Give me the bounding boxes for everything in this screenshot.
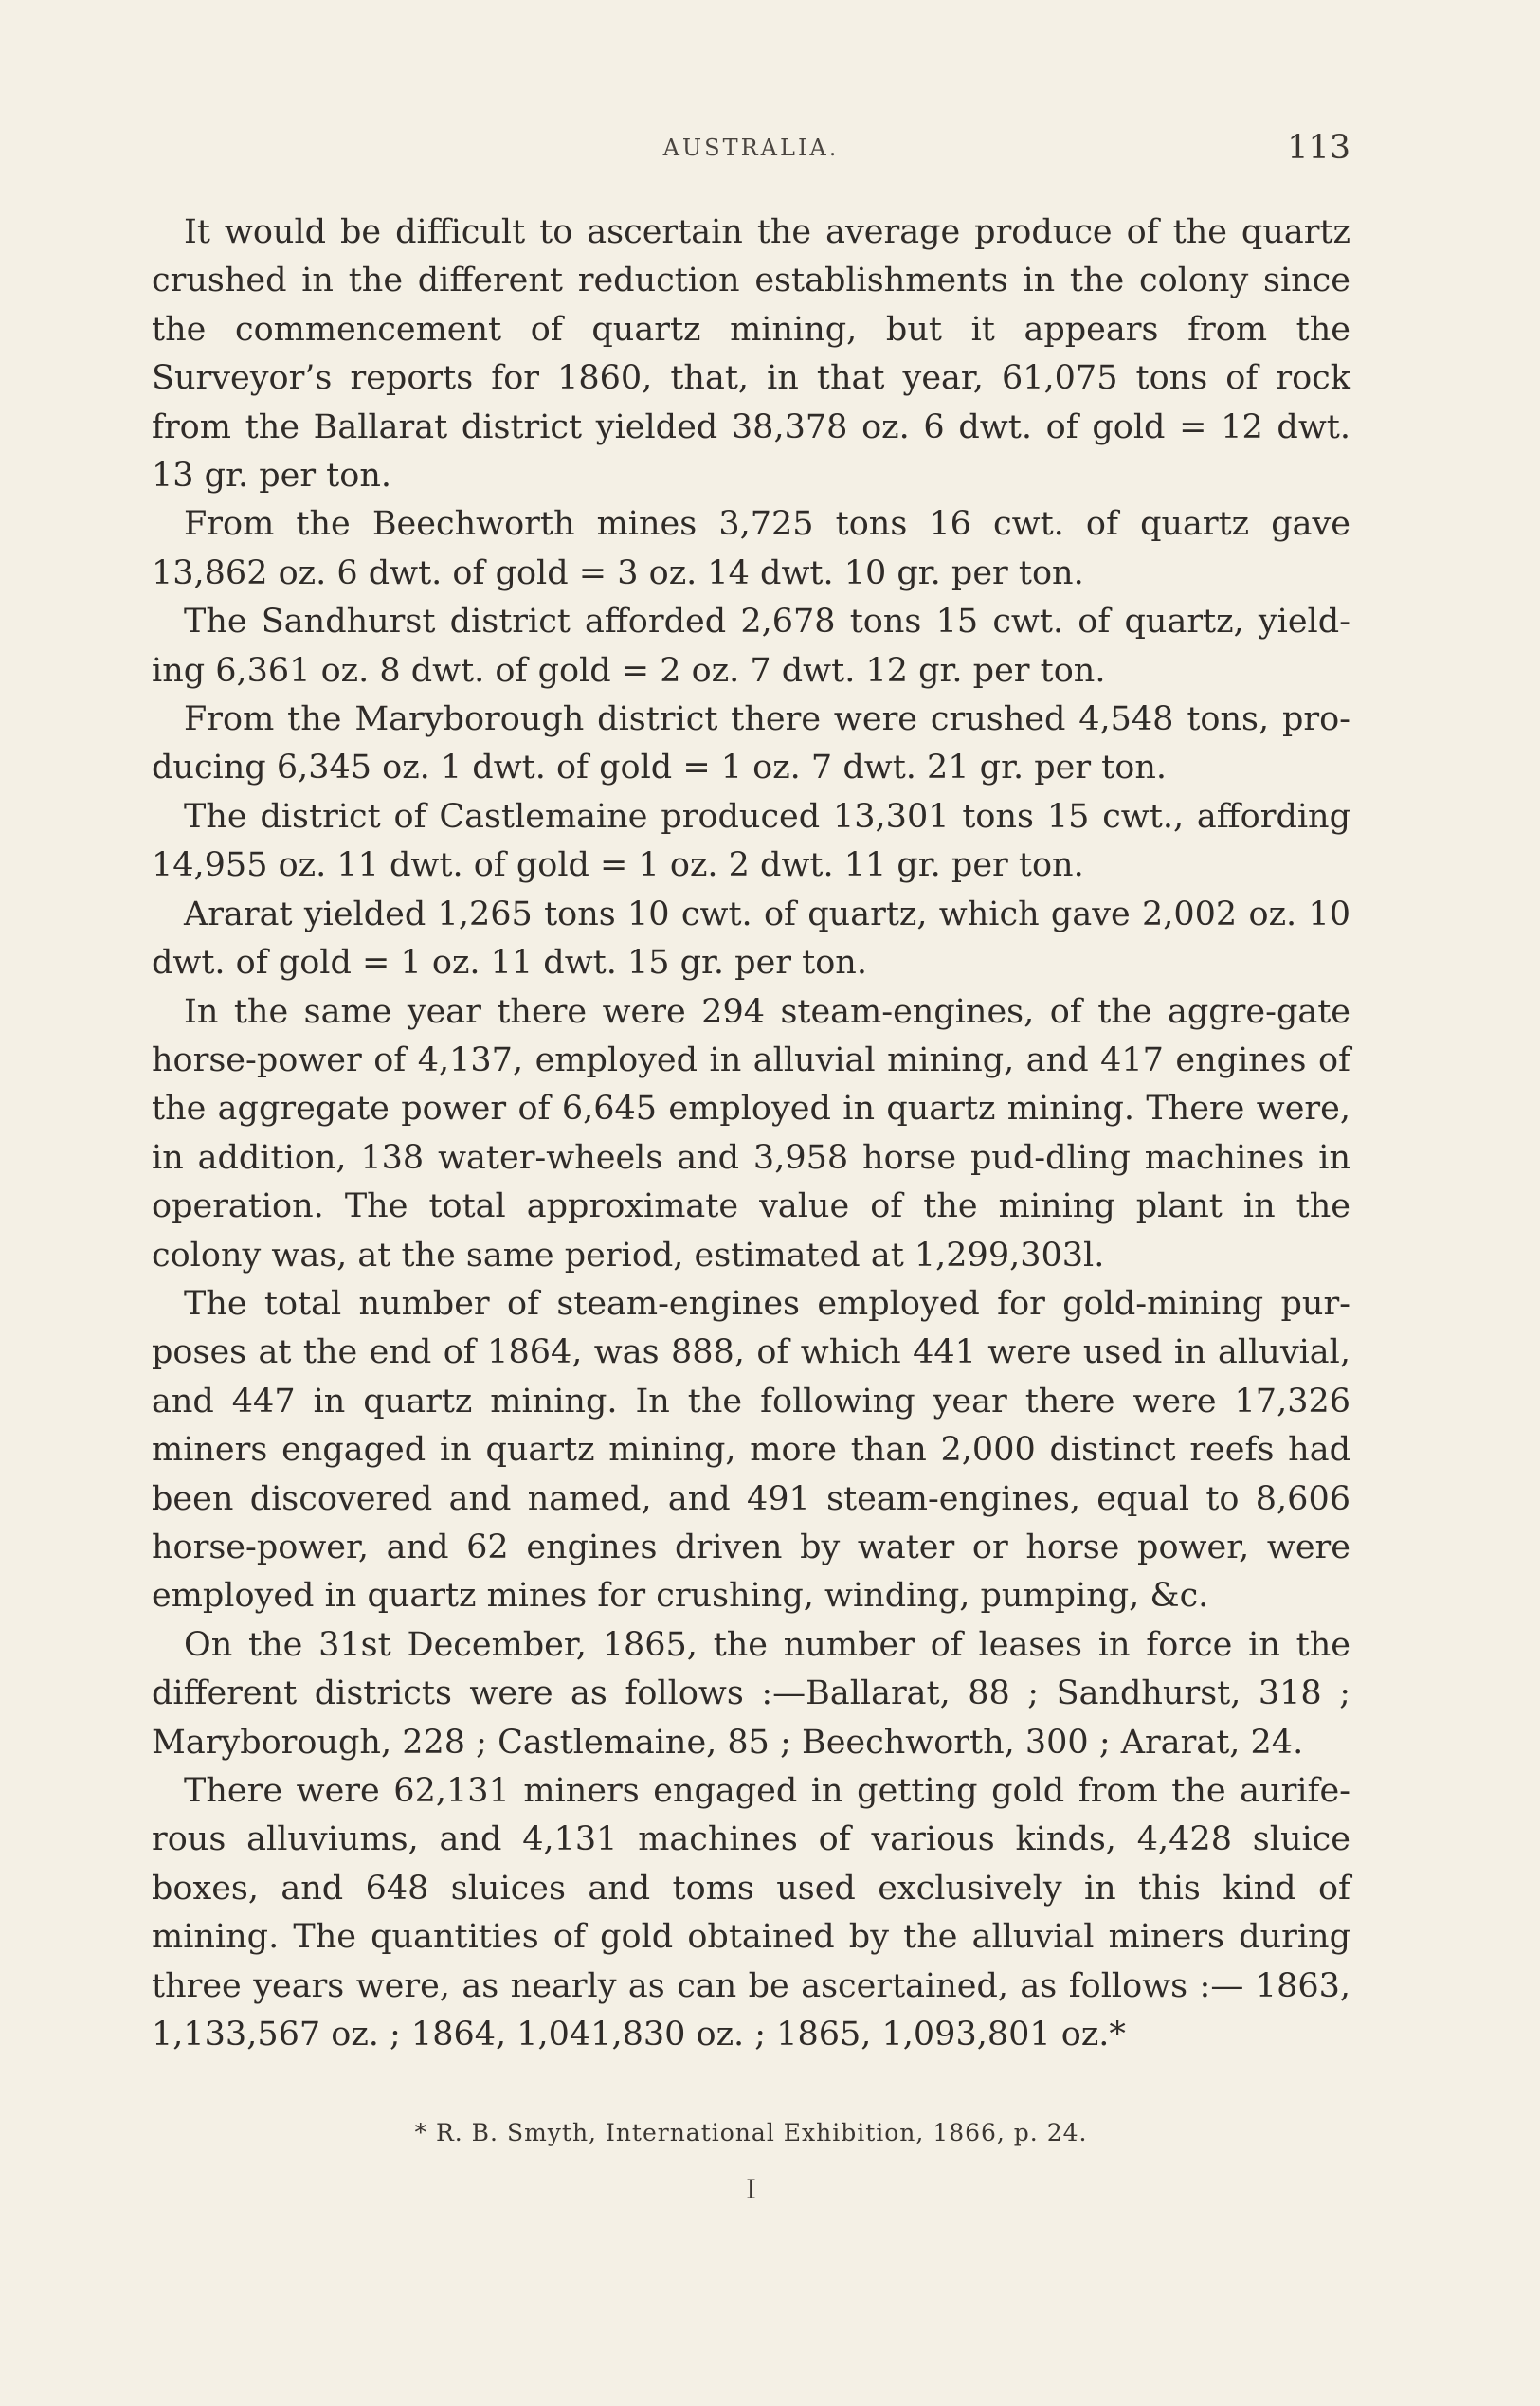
- paragraph-steam-engines-1860: In the same year there were 294 steam-engines, of the aggre-gate horse-power of 4,137, employed in alluvial mining, and 417 engines of the aggregate power of 6,645 employed in quartz mining. There were, in addition, 138 water-wheels and 3,958 horse pud-dling machines in operation. The total approximate value of the mining plant in the colony was, at the same period, estimated at 1,299,303l.: [152, 992, 1350, 1275]
- paragraph-alluvial-miners: There were 62,131 miners engaged in getting gold from the aurife-rous alluviums, and 4,131 machines of various kinds, 4,428 sluice boxes, and 648 sluices and toms used exclusively in this kind of mining. The quantities of gold obtained by the alluvial miners during three years were, as nearly as can be ascertained, as follows :— 1863, 1,133,567 oz. ; 1864, 1,041,830 oz. ; 1865, 1,093,801 oz.*: [152, 1772, 1350, 2054]
- paragraph-ararat: Ararat yielded 1,265 tons 10 cwt. of quartz, which gave 2,002 oz. 10 dwt. of gold = 1 oz. 11 dwt. 15 gr. per ton.: [152, 895, 1350, 983]
- paragraph-beechworth: From the Beechworth mines 3,725 tons 16 cwt. of quartz gave 13,862 oz. 6 dwt. of gold = 3 oz. 14 dwt. 10 gr. per ton.: [152, 505, 1350, 592]
- running-title: AUSTRALIA.: [662, 135, 840, 161]
- paragraph-steam-engines-1864: The total number of steam-engines employed for gold-mining pur-poses at the end of 1864, was 888, of which 441 were used in alluvial, and 447 in quartz mining. In the following year there were 17,326 miners engaged in quartz mining, more than 2,000 distinct reefs had been discovered and named, and 491 steam-engines, equal to 8,606 horse-power, and 62 engines driven by water or horse power, were employed in quartz mines for crushing, winding, pumping, &c.: [152, 1284, 1350, 1616]
- page-number: 113: [1287, 129, 1350, 167]
- page-header: [152, 129, 1350, 176]
- body-text: [152, 208, 1350, 2059]
- footnote: * R. B. Smyth, International Exhibition, 1866, p. 24.: [414, 2119, 1088, 2146]
- paragraph-castlemaine: The district of Castlemaine produced 13,301 tons 15 cwt., affording 14,955 oz. 11 dwt. of gold = 1 oz. 2 dwt. 11 gr. per ton.: [152, 797, 1350, 885]
- paragraph-leases-1865: On the 31st December, 1865, the number of leases in force in the different districts were as follows :—Ballarat, 88 ; Sandhurst, 318 ; Maryborough, 228 ; Castlemaine, 85 ; Beechworth, 300 ; Ararat, 24.: [152, 1625, 1350, 1762]
- paragraph-maryborough: From the Maryborough district there were crushed 4,548 tons, pro-ducing 6,345 oz. 1 dwt. of gold = 1 oz. 7 dwt. 21 gr. per ton.: [152, 700, 1350, 787]
- signature-mark: I: [745, 2174, 757, 2205]
- paragraph-sandhurst: The Sandhurst district afforded 2,678 tons 15 cwt. of quartz, yield-ing 6,361 oz. 8 dwt. of gold = 2 oz. 7 dwt. 12 gr. per ton.: [152, 603, 1350, 690]
- paragraph-quartz-produce: It would be difficult to ascertain the average produce of the quartz crushed in the different reduction establishments in the colony since the commencement of quartz mining, but it appears from the Surveyor’s reports for 1860, that, in that year, 61,075 tons of rock from the Ballarat district yielded 38,378 oz. 6 dwt. of gold = 12 dwt. 13 gr. per ton.: [152, 213, 1350, 496]
